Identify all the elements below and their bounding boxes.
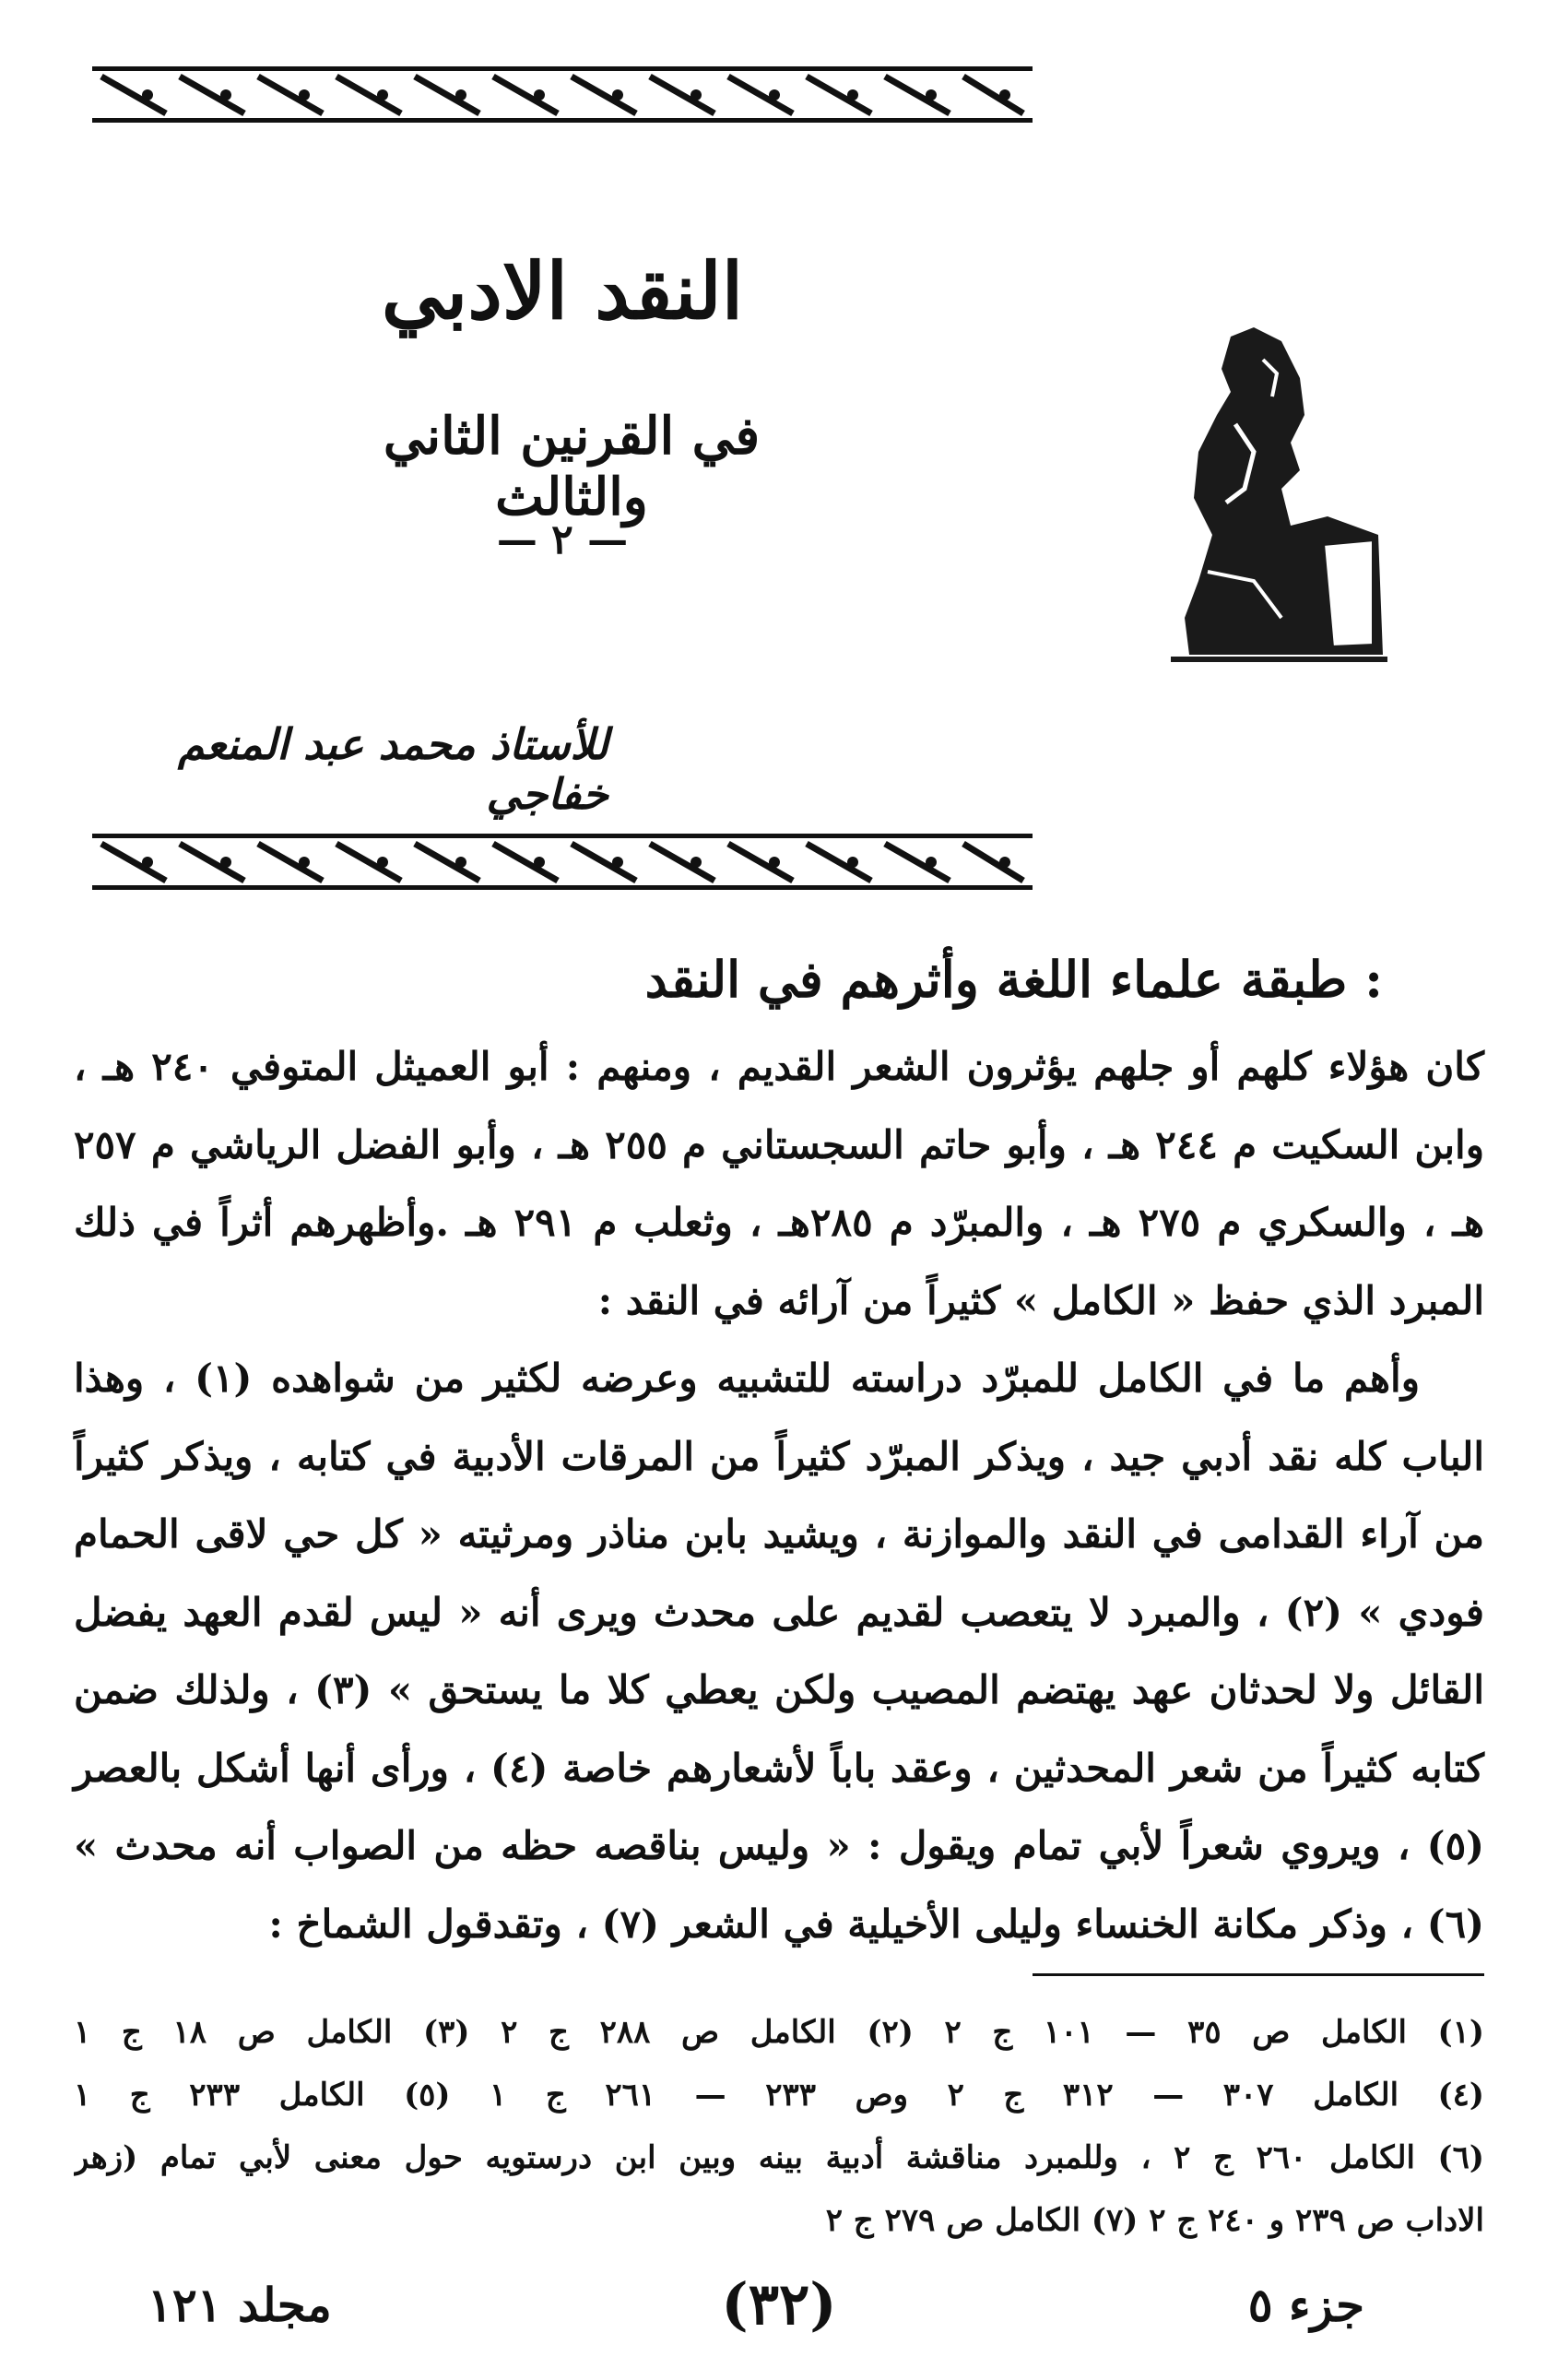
page-footer xyxy=(74,2270,1484,2342)
article-subtitle: في القرنين الثاني والثالث xyxy=(383,406,761,527)
article-title: النقد الادبي xyxy=(381,245,744,337)
part-number: — ٢ — xyxy=(496,516,629,563)
footnote-divider xyxy=(1033,1973,1484,1976)
footnote-line: (٤) الكامل ٣٠٧ — ٣١٢ ج ٢ وص ٢٣٣ — ٢٦١ ج ١ (٥) الكامل ٢٣٣ ج ١ xyxy=(74,2077,1484,2114)
volume-number: مجلد ١٢١ xyxy=(148,2278,332,2332)
author-byline: للأستاذ محمد عبد المنعم خفاجي xyxy=(177,719,608,819)
footnotes xyxy=(74,2001,1484,2252)
article-body xyxy=(74,1028,1484,1963)
ornament-border-icon xyxy=(92,63,1033,127)
section-heading: طبقة علماء اللغة وأثرهم في النقد : xyxy=(644,950,1383,1009)
thinker-statue-icon xyxy=(1143,304,1401,664)
page-number: (٣٢) xyxy=(721,2270,837,2338)
ornament-border-icon xyxy=(92,830,1033,894)
footnote-line: (١) الكامل ص ٣٥ — ١٠١ ج ٢ (٢) الكامل ص ٢٨٨ ج ٢ (٣) الكامل ص ١٨ ج ١ xyxy=(74,2014,1484,2051)
body-paragraph: كان هؤلاء كلهم أو جلهم يؤثرون الشعر القديم ، ومنهم : أبو العميثل المتوفي ٢٤٠ هـ ، وابن السكيت م ٢٤٤ هـ ، وأبو حاتم السجستاني م ٢٥٥ هـ ، وأبو الفضل الرياشي م ٢٥٧ هـ ، والسكري م ٢٧٥ هـ ، والمبرّد م ٢٨٥هـ ، وثعلب م ٢٩١ هـ .وأظهرهم أثراً في ذلك المبرد الذي حفظ « الكامل » كثيراً من آرائه في النقد : xyxy=(74,1044,1484,1323)
footnote-line: (٦) الكامل ٢٦٠ ج ٢ ، وللمبرد مناقشة أدبية بينه وبين ابن درستويه حول معنى لأبي تمام (زهر xyxy=(74,2139,1484,2176)
issue-number: جزء ٥ xyxy=(1247,2278,1364,2332)
footnote-line: الاداب ص ٢٣٩ و ٢٤٠ ج ٢ (٧) الكامل ص ٢٧٩ ج ٢ xyxy=(825,2202,1484,2239)
body-paragraph: وأهم ما في الكامل للمبرّد دراسته للتشبيه وعرضه لكثير من شواهده (١) ، وهذا الباب كله نقد أدبي جيد ، ويذكر المبرّد كثيراً من المرقات الأدبية في كتابه ، ويذكر كثيراً من آراء القدامى في النقد والموازنة ، ويشيد بابن مناذر ومرثيته « كل حي لاقى الحمام فودي » (٢) ، والمبرد لا يتعصب لقديم على محدث ويرى أنه « ليس لقدم العهد يفضل القائل ولا لحدثان عهد يهتضم المصيب ولكن يعطي كلا ما يستحق » (٣) ، ولذلك ضمن كتابه كثيراً من شعر المحدثين ، وعقد باباً لأشعارهم خاصة (٤) ، ورأى أنها أشكل بالعصر (٥) ، ويروي شعراً لأبي تمام ويقول : « وليس بناقصه حظه من الصواب أنه محدث » (٦) ، وذكر مكانة الخنساء وليلى الأخيلية في الشعر (٧) ، وتقدقول الشماخ : xyxy=(74,1356,1485,1947)
